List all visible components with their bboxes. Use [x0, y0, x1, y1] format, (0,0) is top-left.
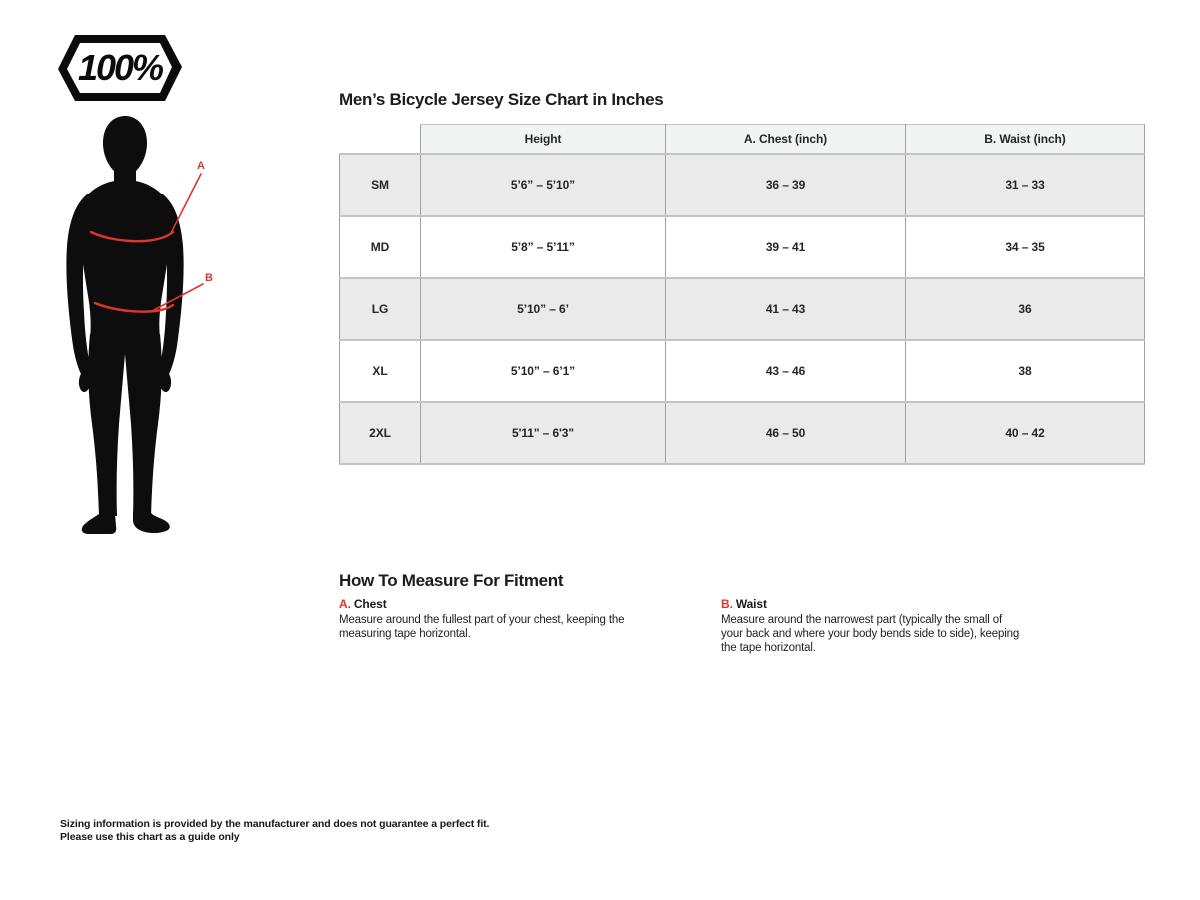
height-cell: 5’8” – 5’11” — [421, 216, 666, 278]
disclaimer-line-1: Sizing information is provided by the manufacturer and does not guarantee a perfect fit. — [60, 818, 490, 830]
disclaimer-line-2: Please use this chart as a guide only — [60, 830, 240, 843]
size-chart-title: Men’s Bicycle Jersey Size Chart in Inches — [339, 90, 664, 109]
table-row-lg — [340, 278, 1145, 340]
waist-cell: 36 — [906, 278, 1145, 340]
chest-cell: 41 – 43 — [666, 278, 906, 340]
height-cell: 5’10” – 6’ — [421, 278, 666, 340]
table-row-sm — [340, 154, 1145, 216]
height-cell: 5’10” – 6’1” — [421, 340, 666, 402]
waist-label-b: B — [205, 272, 213, 284]
table-header-row — [340, 125, 1145, 155]
measure-description-chest: Measure around the fullest part of your chest, keeping the measuring tape horizontal. — [339, 614, 625, 640]
measure-name-waist: Waist — [735, 597, 767, 611]
waist-cell: 31 – 33 — [906, 154, 1145, 216]
brand-logo — [58, 31, 182, 105]
measure-guide-title: How To Measure For Fitment — [339, 571, 564, 590]
measure-letter-b: B. — [721, 597, 733, 611]
height-cell: 5’6” – 5’10” — [421, 154, 666, 216]
disclaimer — [60, 818, 489, 843]
table-row-xl — [340, 340, 1145, 402]
column-header-height: Height — [421, 125, 666, 155]
table-row-2xl — [340, 402, 1145, 464]
measure-label-chest — [339, 597, 635, 611]
chest-label-a: A — [197, 160, 205, 172]
size-cell: MD — [340, 216, 421, 278]
height-cell: 5'11" – 6'3" — [421, 402, 666, 464]
size-chart-table — [339, 124, 1145, 465]
waist-cell: 40 – 42 — [906, 402, 1145, 464]
waist-cell: 34 – 35 — [906, 216, 1145, 278]
measure-letter-a: A. — [339, 597, 351, 611]
corner-cell — [340, 125, 421, 155]
column-header-waist: B. Waist (inch) — [906, 125, 1145, 155]
measure-item-waist — [721, 597, 1021, 655]
size-cell: SM — [340, 154, 421, 216]
waist-cell: 38 — [906, 340, 1145, 402]
chest-cell: 39 – 41 — [666, 216, 906, 278]
male-silhouette — [66, 116, 183, 534]
measure-item-chest — [339, 597, 635, 641]
measure-label-waist — [721, 597, 1021, 611]
brand-logo-badge-icon — [58, 31, 182, 105]
chest-cell: 43 – 46 — [666, 340, 906, 402]
size-cell: LG — [340, 278, 421, 340]
column-header-chest: A. Chest (inch) — [666, 125, 906, 155]
table-row-md — [340, 216, 1145, 278]
chest-pointer-line — [171, 174, 201, 233]
measure-name-chest: Chest — [353, 597, 387, 611]
measure-description-waist: Measure around the narrowest part (typically the small of your back and where your body bends side to side), keeping the tape horizontal. — [721, 614, 1020, 654]
body-measurement-figure — [55, 106, 215, 546]
brand-logo-text: 100% — [77, 47, 163, 88]
chest-cell: 46 – 50 — [666, 402, 906, 464]
chest-cell: 36 – 39 — [666, 154, 906, 216]
size-cell: XL — [340, 340, 421, 402]
size-cell: 2XL — [340, 402, 421, 464]
